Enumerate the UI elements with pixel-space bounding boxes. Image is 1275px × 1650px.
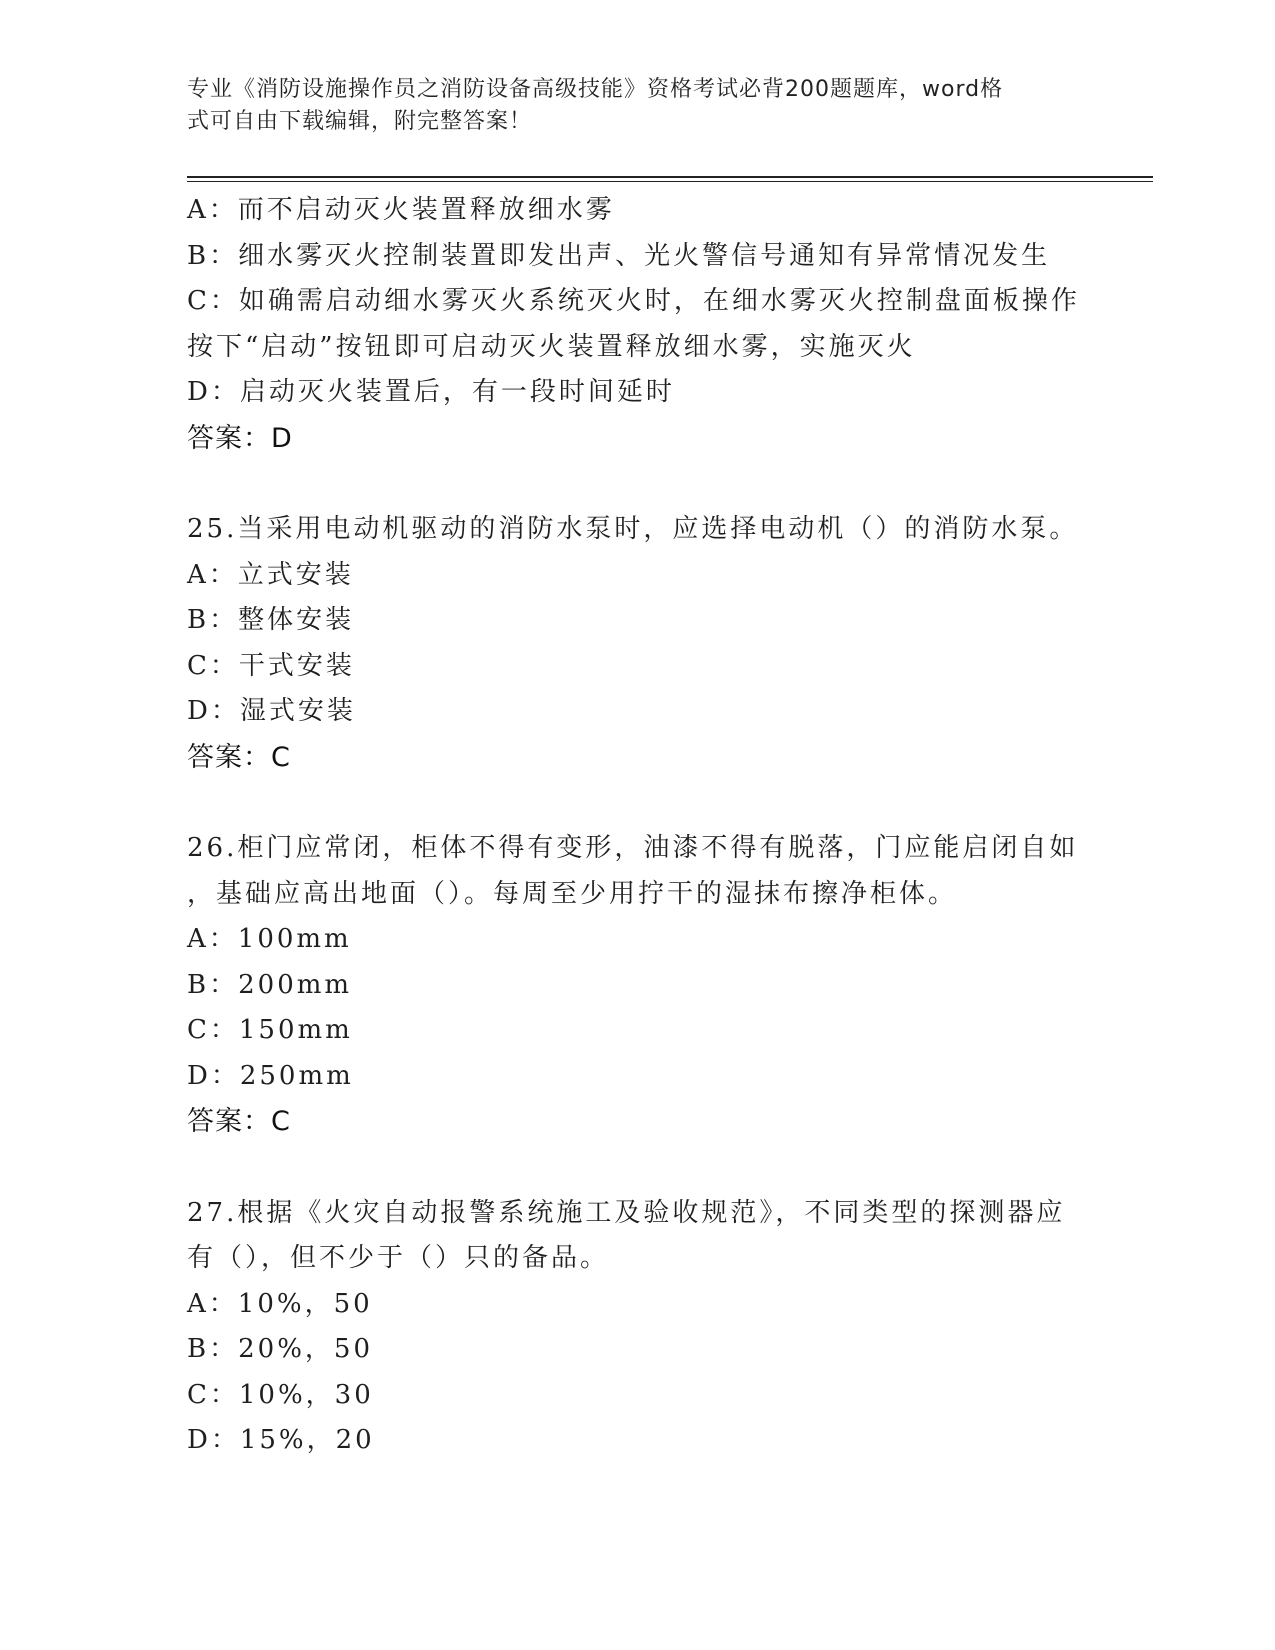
option-line: B：20%，50 [187,1334,373,1364]
question-stem: 26.柜门应常闭，柜体不得有变形，油漆不得有脱落，门应能启闭自如 [187,833,1079,863]
question-block-26 [187,826,1087,1145]
question-block-prev [187,188,1087,461]
option-line: B：200mm [187,969,353,1000]
option-line: C：150mm [187,1015,353,1045]
spacer [187,780,1087,826]
option-line: C：10%，30 [187,1379,374,1410]
header-rule-thin [187,181,1153,182]
header-line-2: 式可自由下载编辑，附完整答案！ [187,109,533,134]
option-line: B：细水雾灭火控制装置即发出声、光火警信号通知有异常情况发生 [187,240,1051,271]
header-line-1: 专业《消防设施操作员之消防设备高级技能》资格考试必背200题题库，word格 [187,77,1004,102]
option-line: A：100mm [187,924,352,954]
option-line: C：如确需启动细水雾灭火系统灭火时，在细水雾灭火控制盘面板操作 [187,286,1080,316]
option-line: A：10%，50 [187,1288,373,1319]
question-stem: 27.根据《火灾自动报警系统施工及验收规范》，不同类型的探测器应 [187,1197,1066,1228]
spacer [187,1145,1087,1191]
question-stem: 有（），但不少于（）只的备品。 [187,1243,610,1273]
question-list [187,188,1087,1464]
option-line: D：启动灭火装置后，有一段时间延时 [187,377,675,407]
spacer [187,461,1087,507]
question-block-27 [187,1191,1087,1464]
question-block-25 [187,507,1087,780]
answer-line: 答案：C [187,1106,291,1137]
answer-line: 答案：D [187,422,293,454]
option-line: 按下“启动”按钮即可启动灭火装置释放细水雾，实施灭火 [187,331,916,362]
option-line: A：立式安装 [187,559,354,590]
option-line: D：15%，20 [187,1425,375,1455]
document-header [187,74,1067,138]
question-stem: 25.当采用电动机驱动的消防水泵时，应选择电动机（）的消防水泵。 [187,514,1079,544]
option-line: D：湿式安装 [187,696,356,726]
option-line: B：整体安装 [187,605,355,635]
answer-line: 答案：C [187,741,291,773]
option-line: A：而不启动灭火装置释放细水雾 [187,195,615,225]
option-line: C：干式安装 [187,650,355,681]
option-line: D：250mm [187,1060,354,1091]
question-stem: ，基础应高出地面（）。每周至少用拧干的湿抹布擦净柜体。 [187,878,958,909]
header-rule-thick [187,176,1153,178]
